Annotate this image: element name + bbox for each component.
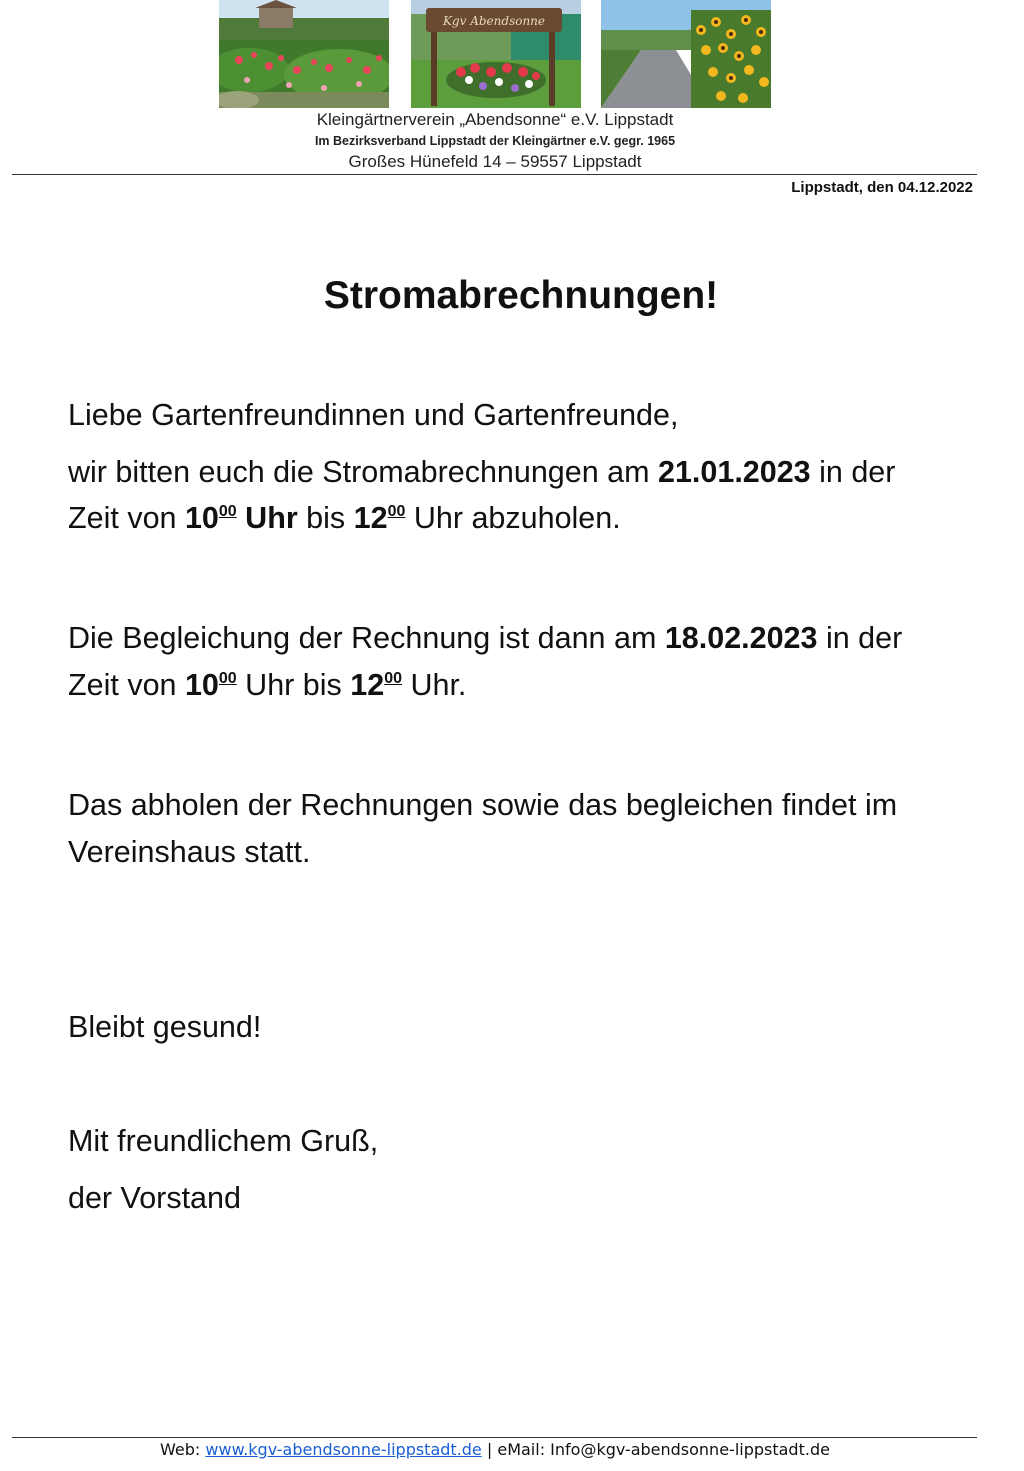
pickup-date: 21.01.2023 <box>658 455 811 489</box>
payment-date: 18.02.2023 <box>664 621 818 655</box>
footer <box>0 1440 990 1459</box>
email-address: Info@kgv-abendsonne-lippstadt.de <box>550 1440 830 1459</box>
payment-suffix: in der <box>817 621 903 655</box>
payment-tail: Uhr. <box>402 668 467 702</box>
club-address: Großes Hünefeld 14 – 59557 Lippstadt <box>348 152 642 171</box>
payment-end-minutes: 00 <box>384 670 402 687</box>
website-link[interactable]: www.kgv-abendsonne-lippstadt.de <box>205 1440 482 1459</box>
pickup-time-prefix: Zeit von <box>68 501 185 535</box>
club-sign-text: Kgv Abendsonne <box>442 14 546 28</box>
payment-mid: Uhr bis <box>236 668 351 702</box>
closing-regards: Mit freundlichem Gruß, <box>68 1124 379 1158</box>
greeting: Liebe Gartenfreundinnen und Gartenfreunde, <box>68 398 679 432</box>
signoff: der Vorstand <box>68 1181 241 1215</box>
pickup-start-hour: 10 <box>184 501 219 535</box>
location-line-1: Das abholen der Rechnungen sowie das begleichen findet im <box>68 788 898 822</box>
pickup-uhr: Uhr <box>236 501 298 535</box>
pickup-start-minutes: 00 <box>218 503 237 520</box>
payment-end-hour: 12 <box>350 668 385 702</box>
pickup-line-1 <box>68 455 895 490</box>
pickup-suffix: in der <box>810 455 896 489</box>
pickup-line-2 <box>68 501 621 536</box>
club-sign-photo <box>411 0 581 108</box>
footer-divider <box>12 1437 977 1438</box>
health-wish: Bleibt gesund! <box>68 1010 262 1044</box>
location-line-2: Vereinshaus statt. <box>68 835 311 869</box>
page-title: Stromabrechnungen! <box>323 274 719 317</box>
payment-prefix: Die Begleichung der Rechnung ist dann am <box>68 621 665 655</box>
payment-start-hour: 10 <box>184 668 219 702</box>
payment-line-2 <box>68 668 466 703</box>
pickup-prefix: wir bitten euch die Stromabrechnungen am <box>68 455 658 489</box>
header-divider <box>12 174 977 175</box>
club-name: Kleingärtnerverein „Abendsonne“ e.V. Lippstadt <box>316 110 674 129</box>
pickup-tail: Uhr abzuholen. <box>405 501 621 535</box>
pickup-end-hour: 12 <box>353 501 388 535</box>
payment-time-prefix: Zeit von <box>68 668 185 702</box>
footer-separator: | <box>481 1440 498 1459</box>
header-photos <box>219 0 771 108</box>
garden-path-photo <box>601 0 771 108</box>
email-label: eMail: <box>497 1440 551 1459</box>
pickup-bis: bis <box>297 501 354 535</box>
garden-flowers-photo <box>219 0 389 108</box>
federation-line: Im Bezirksverband Lippstadt der Kleingärtner e.V. gegr. 1965 <box>314 134 676 148</box>
letter-date: Lippstadt, den 04.12.2022 <box>791 179 973 196</box>
web-label: Web: <box>160 1440 206 1459</box>
payment-line-1 <box>68 621 902 656</box>
payment-start-minutes: 00 <box>218 670 237 687</box>
pickup-end-minutes: 00 <box>387 503 406 520</box>
